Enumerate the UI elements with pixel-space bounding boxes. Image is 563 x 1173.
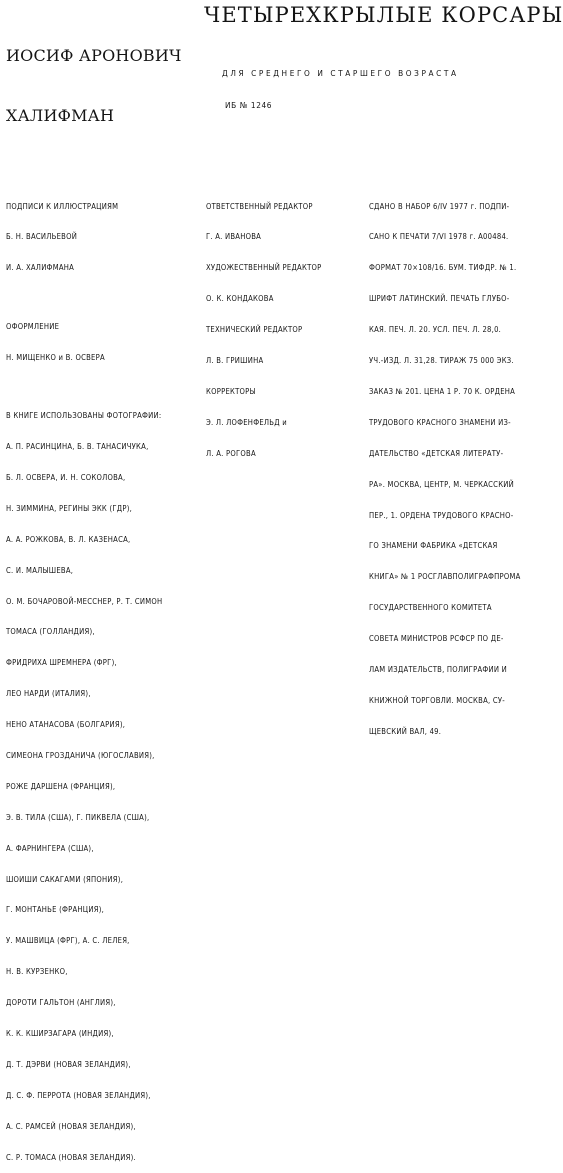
photo-credit-line: К. К. КШИРЗАГАРА (ИНДИЯ), [6, 1029, 114, 1039]
publication-number: ИБ № 1246 [225, 100, 273, 110]
colophon-line: УЧ.-ИЗД. Л. 31,28. ТИРАЖ 75 000 ЭКЗ. [369, 356, 514, 366]
colophon-line: ГО ЗНАМЕНИ ФАБРИКА «ДЕТСКАЯ [369, 541, 498, 551]
captions-author: Б. Н. ВАСИЛЬЕВОЙ [6, 232, 78, 242]
photo-credit-line: А. П. РАСИНЦИНА, Б. В. ТАНАСИЧУКА, [6, 442, 149, 452]
captions-heading: ПОДПИСИ К ИЛЛЮСТРАЦИЯМ [6, 201, 119, 211]
colophon-line: ТРУДОВОГО КРАСНОГО ЗНАМЕНИ ИЗ- [369, 417, 511, 427]
photo-credit-line: Д. Т. ДЭРВИ (НОВАЯ ЗЕЛАНДИЯ), [6, 1059, 131, 1069]
editor-role: ТЕХНИЧЕСКИЙ РЕДАКТОР [206, 325, 303, 335]
photo-credit-line: Д. С. Ф. ПЕРРОТА (НОВАЯ ЗЕЛАНДИЯ), [6, 1090, 151, 1100]
photo-credit-line: У. МАШВИЦА (ФРГ), А. С. ЛЕЛЕЯ, [6, 936, 130, 946]
photo-credit-line: Б. Л. ОСВЕРА, И. Н. СОКОЛОВА, [6, 473, 126, 483]
colophon-line: ФОРМАТ 70×108/16. БУМ. ТИФДР. № 1. [369, 263, 517, 273]
photo-credit-line: А. С. РАМСЕЙ (НОВАЯ ЗЕЛАНДИЯ), [6, 1121, 136, 1131]
author-name [6, 6, 182, 146]
editor-name: Л. А. РОГОВА [206, 448, 256, 458]
photo-credit-line: ФРИДРИХА ШРЕМНЕРА (ФРГ), [6, 658, 117, 668]
editor-role: ОТВЕТСТВЕННЫЙ РЕДАКТОР [206, 201, 313, 211]
photos-heading: В КНИГЕ ИСПОЛЬЗОВАНЫ ФОТОГРАФИИ: [6, 411, 162, 421]
editor-name: Г. А. ИВАНОВА [206, 232, 262, 242]
colophon-line: КНИГА» № 1 РОСГЛАВПОЛИГРАФПРОМА [369, 572, 521, 582]
editor-name: Л. В. ГРИШИНА [206, 356, 264, 366]
photo-credit-line: Н. ЗИММИНА, РЕГИНЫ ЭКК (ГДР), [6, 503, 133, 513]
photo-credit-line: О. М. БОЧАРОВОЙ-МЕССНЕР, Р. Т. СИМОН [6, 596, 163, 606]
design-authors: Н. МИЩЕНКО и В. ОСВЕРА [6, 352, 105, 362]
photo-credit-line: Г. МОНТАНЬЕ (ФРАНЦИЯ), [6, 905, 105, 915]
editor-role: КОРРЕКТОРЫ [206, 386, 256, 396]
credits-column-editors [206, 181, 362, 469]
colophon-line: ГОСУДАРСТВЕННОГО КОМИТЕТА [369, 603, 492, 613]
age-group-subtitle: ДЛЯ СРЕДНЕГО И СТАРШЕГО ВОЗРАСТА [222, 68, 459, 78]
colophon-line: ЗАКАЗ № 201. ЦЕНА 1 Р. 70 К. ОРДЕНА [369, 386, 516, 396]
editor-role: ХУДОЖЕСТВЕННЫЙ РЕДАКТОР [206, 263, 322, 273]
editor-name: О. К. КОНДАКОВА [206, 294, 274, 304]
colophon-line: РА». МОСКВА, ЦЕНТР, М. ЧЕРКАССКИЙ [369, 479, 515, 489]
colophon-line: ЛАМ ИЗДАТЕЛЬСТВ, ПОЛИГРАФИИ И [369, 664, 508, 674]
photo-credit-line: ТОМАСА (ГОЛЛАНДИЯ), [6, 627, 95, 637]
photo-credit-line: Н. В. КУРЗЕНКО, [6, 967, 68, 977]
photo-credit-line: НЕНО АТАНАСОВА (БОЛГАРИЯ), [6, 720, 126, 730]
photo-credit-line: А. ФАРНИНГЕРА (США), [6, 843, 94, 853]
colophon-line: КАЯ. ПЕЧ. Л. 20. УСЛ. ПЕЧ. Л. 28,0. [369, 325, 502, 335]
colophon-line: ПЕР., 1. ОРДЕНА ТРУДОВОГО КРАСНО- [369, 510, 514, 520]
photo-credit-line: РОЖЕ ДАРШЕНА (ФРАНЦИЯ), [6, 781, 116, 791]
colophon-line: ЩЕВСКИЙ ВАЛ, 49. [369, 726, 442, 736]
author-line-1: ИОСИФ АРОНОВИЧ [6, 46, 182, 65]
credits-column-illustrations [6, 181, 204, 1173]
book-title: ЧЕТЫРЕХКРЫЛЫЕ КОРСАРЫ [204, 3, 563, 27]
author-line-2: ХАЛИФМАН [6, 106, 115, 125]
captions-author: И. А. ХАЛИФМАНА [6, 263, 75, 273]
colophon-line: ШРИФТ ЛАТИНСКИЙ. ПЕЧАТЬ ГЛУБО- [369, 294, 510, 304]
editor-name: Э. Л. ЛОФЕНФЕЛЬД и [206, 417, 287, 427]
colophon-line: КНИЖНОЙ ТОРГОВЛИ. МОСКВА, СУ- [369, 695, 505, 705]
photo-credit-line: СИМЕОНА ГРОЗДАНИЧА (ЮГОСЛАВИЯ), [6, 751, 155, 761]
photo-credit-line: А. А. РОЖКОВА, В. Л. КАЗЕНАСА, [6, 534, 131, 544]
colophon-line: СОВЕТА МИНИСТРОВ РСФСР ПО ДЕ- [369, 634, 504, 644]
photo-credit-line: ШОИШИ САКАГАМИ (ЯПОНИЯ), [6, 874, 124, 884]
colophon-line: СДАНО В НАБОР 6/IV 1977 г. ПОДПИ- [369, 201, 510, 211]
photo-credit-line: ДОРОТИ ГАЛЬТОН (АНГЛИЯ), [6, 998, 116, 1008]
design-heading: ОФОРМЛЕНИЕ [6, 321, 60, 331]
photo-credit-line: С. И. МАЛЫШЕВА, [6, 565, 74, 575]
photo-credit-line: ЛЕО НАРДИ (ИТАЛИЯ), [6, 689, 91, 699]
photo-credit-line: С. Р. ТОМАСА (НОВАЯ ЗЕЛАНДИЯ). [6, 1152, 136, 1162]
colophon-line: САНО К ПЕЧАТИ 7/VI 1978 г. А00484. [369, 232, 509, 242]
photo-credit-line: Э. В. ТИЛА (США), Г. ПИКВЕЛА (США), [6, 812, 150, 822]
colophon-line: ДАТЕЛЬСТВО «ДЕТСКАЯ ЛИТЕРАТУ- [369, 448, 504, 458]
colophon-column [369, 181, 545, 747]
